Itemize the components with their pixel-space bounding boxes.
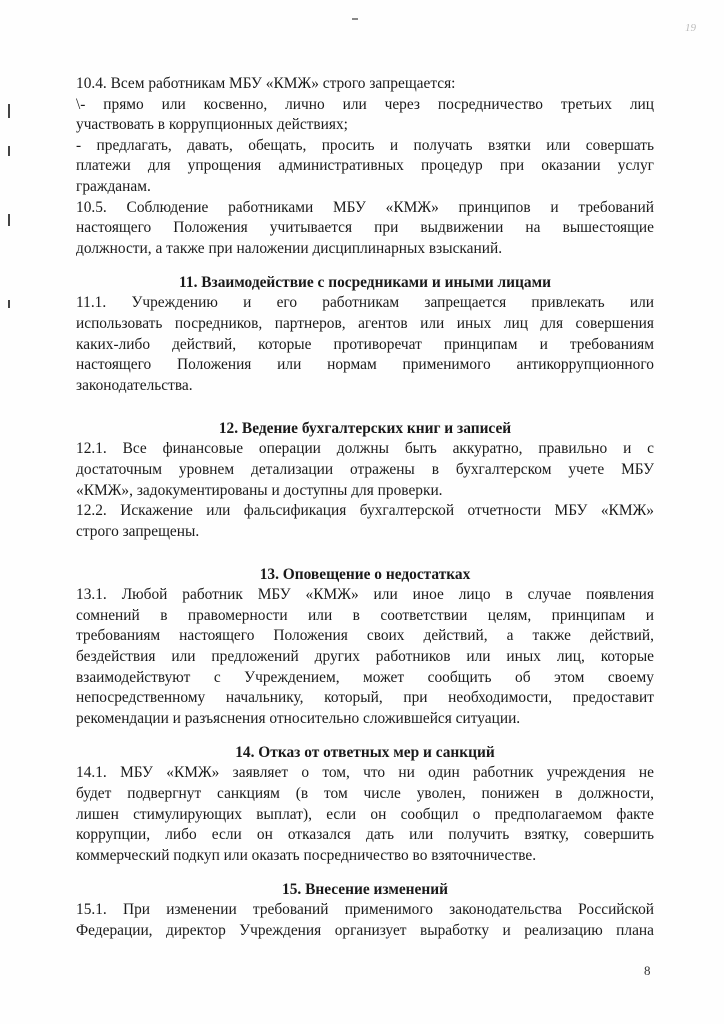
text-line: непосредственному начальнику, который, при необходимости, предоставит xyxy=(76,689,654,707)
text-line: 13.1. Любой работник МБУ «КМЖ» или иное лицо в случае появления xyxy=(76,586,654,604)
scan-artifact xyxy=(8,214,10,226)
text-line: 12.2. Искажение или фальсификация бухгалтерской отчетности МБУ «КМЖ» xyxy=(76,502,654,520)
text-line: достаточным уровнем детализации отражены в бухгалтерском учете МБУ xyxy=(76,460,654,478)
text-line: участвовать в коррупционных действиях; xyxy=(76,116,348,134)
paragraph-11-1 xyxy=(76,293,654,396)
text-line: законодательства. xyxy=(76,376,193,394)
paragraph-12 xyxy=(76,439,654,542)
document-body xyxy=(76,74,654,942)
text-line: настоящего Положения учитывается при выдвижении на вышестоящие xyxy=(76,219,654,237)
paragraph-10-4 xyxy=(76,74,654,259)
text-line: 10.5. Соблюдение работниками МБУ «КМЖ» принципов и требований xyxy=(76,198,654,216)
text-line: взаимодействуют с Учреждением, может сообщить об этом своему xyxy=(76,668,654,686)
text-line: коммерческий подкуп или оказать посредничество во взяточничестве. xyxy=(76,846,537,864)
text-line: «КМЖ», задокументированы и доступны для проверки. xyxy=(76,481,443,499)
text-line: 12.1. Все финансовые операции должны быть аккуратно, правильно и с xyxy=(76,440,654,458)
text-line: будет подвергнут санкциям (в том числе уволен, понижен в должности, xyxy=(76,785,654,803)
text-line: настоящего Положения или нормам применимого антикоррупционного xyxy=(76,356,654,374)
text-line: рекомендации и разъяснения относительно сложившейся ситуации. xyxy=(76,709,521,727)
section-heading-12: 12. Ведение бухгалтерских книг и записей xyxy=(218,420,512,438)
text-line: 15.1. При изменении требований применимого законодательства Российской xyxy=(76,901,654,919)
text-line: строго запрещены. xyxy=(76,522,200,540)
text-line: гражданам. xyxy=(76,177,151,195)
section-heading-14: 14. Отказ от ответных мер и санкций xyxy=(235,744,495,762)
text-line: лишен стимулирующих выплат), если он сообщил о предполагаемом факте xyxy=(76,805,654,823)
text-line: каких-либо действий, которые противоречат принципам и требованиям xyxy=(76,335,654,353)
scan-artifact xyxy=(8,300,10,308)
paragraph-15-1 xyxy=(76,900,654,941)
paragraph-13-1 xyxy=(76,585,654,729)
text-line: \- прямо или косвенно, лично или через посредничество третьих лиц xyxy=(76,95,654,113)
text-line: использовать посредников, партнеров, агентов или иных лиц для совершения xyxy=(76,314,654,332)
scan-artifact xyxy=(352,18,358,20)
section-heading-13: 13. Оповещение о недостатках xyxy=(259,566,471,584)
text-line: платежи для упрощения административных процедур при оказании услуг xyxy=(76,157,654,175)
scan-artifact xyxy=(8,146,10,156)
corner-mark: 19 xyxy=(685,22,696,34)
text-line: должности, а также при наложении дисциплинарных взысканий. xyxy=(76,239,503,257)
text-line: 10.4. Всем работникам МБУ «КМЖ» строго запрещается: xyxy=(76,75,456,92)
scan-artifact xyxy=(8,104,10,118)
text-line: сомнений в правомерности или в соответствии целям, принципам и xyxy=(76,606,654,624)
text-line: бездействия или предложений других работников или иных лиц, которые xyxy=(76,648,654,666)
text-line: коррупции, либо если он отказался дать или получить взятку, совершить xyxy=(76,826,654,844)
section-heading-11: 11. Взаимодействие с посредниками и иными лицами xyxy=(179,274,551,292)
text-line: требованиям настоящего Положения своих действий, а также действий, xyxy=(76,627,654,645)
text-line: - предлагать, давать, обещать, просить и получать взятки или совершать xyxy=(76,136,654,154)
section-heading-15: 15. Внесение изменений xyxy=(282,881,448,899)
text-line: 11.1. Учреждению и его работникам запрещается привлекать или xyxy=(76,294,654,312)
text-line: Федерации, директор Учреждения организует выработку и реализацию плана xyxy=(76,922,654,939)
text-line: 14.1. МБУ «КМЖ» заявляет о том, что ни один работник учреждения не xyxy=(76,764,654,782)
paragraph-14-1 xyxy=(76,763,654,866)
page-number: 8 xyxy=(644,963,651,978)
